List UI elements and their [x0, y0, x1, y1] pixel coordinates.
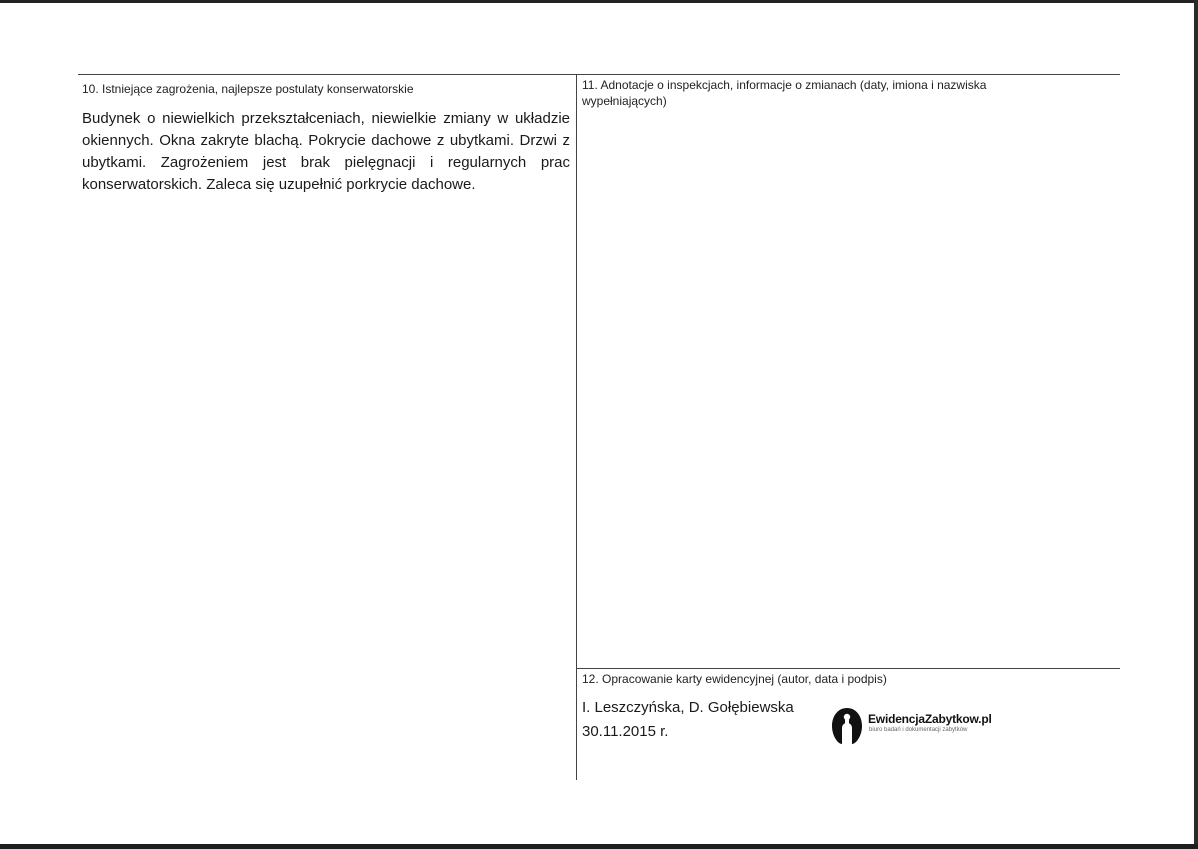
scan-edge-right — [1194, 0, 1198, 849]
section-10-top-rule — [78, 74, 576, 75]
scan-edge-top — [0, 0, 1198, 3]
section-12-label: 12. Opracowanie karty ewidencyjnej (autor, data i podpis) — [582, 672, 887, 686]
stamp-tagline: biuro badań i dokumentacji zabytków — [869, 727, 968, 733]
stamp-name: EwidencjaZabytkow.pl — [868, 712, 992, 726]
section-12-date: 30.11.2015 r. — [582, 723, 669, 740]
section-12-authors: I. Leszczyńska, D. Gołębiewska — [582, 699, 794, 716]
keyhole-logo-icon — [830, 706, 864, 746]
section-11-label: 11. Adnotacje o inspekcjach, informacje o zmianach (daty, imiona i nazwiska wypełniających) — [582, 78, 987, 108]
company-stamp — [830, 706, 1000, 746]
column-divider — [576, 74, 577, 780]
section-10-text: Budynek o niewielkich przekształceniach, niewielkie zmiany w układzie okiennych. Okna zakryte blachą. Pokrycie dachowe z ubytkami. Drzwi z ubytkami. Zagrożeniem jest brak pielęgnacji i regularnych prac konserwatorskich. Zaleca się uzupełnić porkrycie dachowe. — [82, 110, 570, 193]
scan-edge-bottom — [0, 844, 1198, 849]
section-10-label: 10. Istniejące zagrożenia, najlepsze postulaty konserwatorskie — [82, 82, 414, 96]
section-12-top-rule — [577, 668, 1120, 669]
section-11-top-rule — [577, 74, 1120, 75]
